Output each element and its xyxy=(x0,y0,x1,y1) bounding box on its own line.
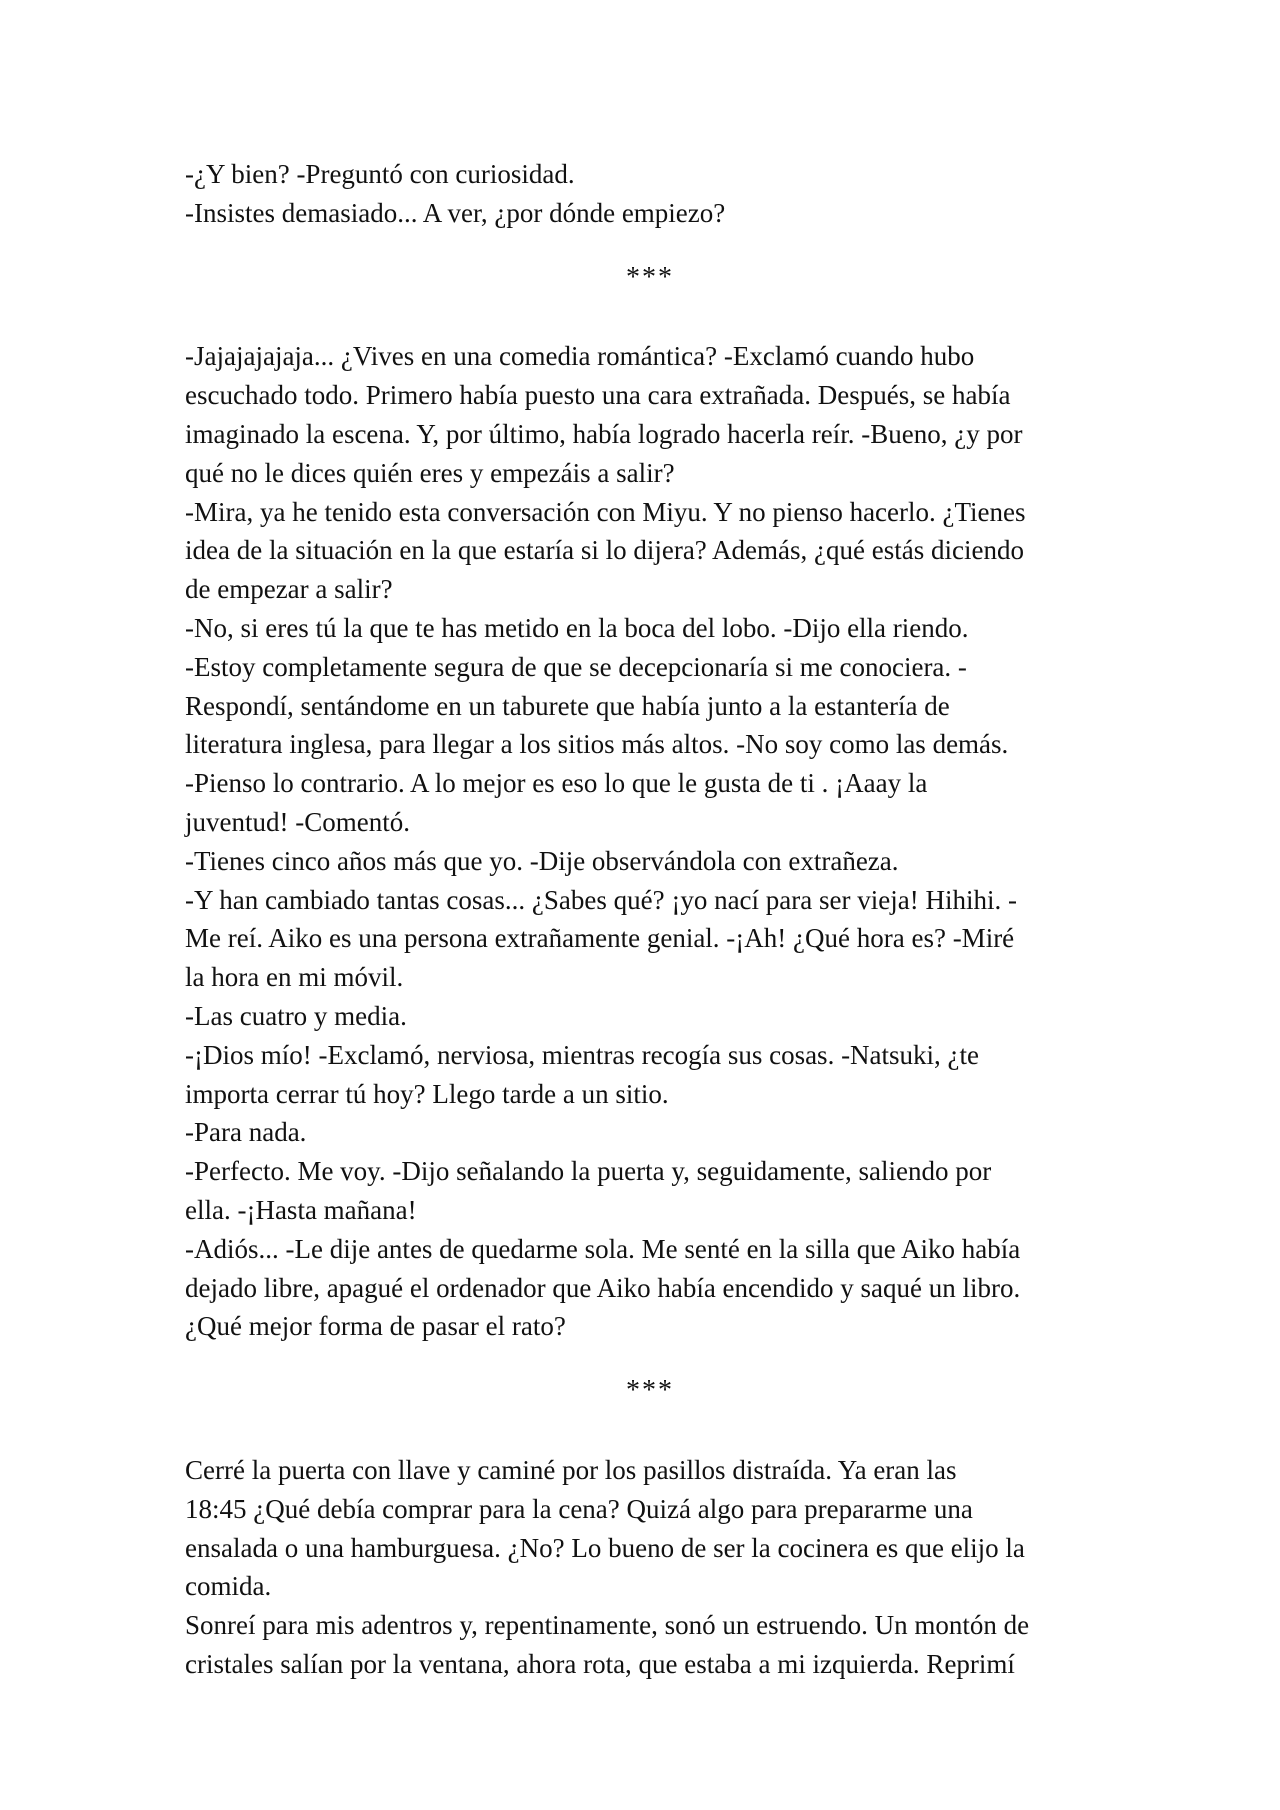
section-1 xyxy=(185,155,1105,233)
paragraph: -Jajajajajaja... ¿Vives en una comedia romántica? -Exclamó cuando hubo escuchado todo. Primero había puesto una cara extrañada. Después, se había imaginado la escena. Y, por último, había logrado hacerla reír. -Bueno, ¿y por qué no le dices quién eres y empezáis a salir? xyxy=(185,341,1023,488)
paragraph: -Para nada. xyxy=(185,1117,307,1148)
section-2 xyxy=(185,337,1105,1346)
paragraph: Cerré la puerta con llave y caminé por los pasillos distraída. Ya eran las 18:45 ¿Qué debía comprar para la cena? Quizá algo para prepararme una ensalada o una hamburguesa. ¿No? Lo bueno de ser la cocinera es que elijo la comida. xyxy=(185,1454,1025,1602)
section-3 xyxy=(185,1451,1105,1684)
paragraph: Sonreí para mis adentros y, repentinamente, sonó un estruendo. Un montón de cristales salían por la ventana, ahora rota, que estaba a mi izquierda. Reprimí xyxy=(185,1610,1030,1679)
document-page xyxy=(185,155,1105,1684)
paragraph: -No, si eres tú la que te has metido en la boca del lobo. -Dijo ella riendo. xyxy=(185,612,969,643)
paragraph: -Tienes cinco años más que yo. -Dije observándola con extrañeza. xyxy=(185,845,899,876)
paragraph: -¿Y bien? -Preguntó con curiosidad. xyxy=(185,159,575,189)
paragraph: -Adiós... -Le dije antes de quedarme sola. Me senté en la silla que Aiko había dejado libre, apagué el ordenador que Aiko había encendido y saqué un libro. ¿Qué mejor forma de pasar el rato? xyxy=(185,1233,1021,1342)
paragraph: -¡Dios mío! -Exclamó, nerviosa, mientras recogía sus cosas. -Natsuki, ¿te importa cerrar tú hoy? Llego tarde a un sitio. xyxy=(185,1039,980,1109)
section-separator: *** xyxy=(626,1375,674,1407)
paragraph: -Pienso lo contrario. A lo mejor es eso lo que le gusta de ti . ¡Aaay la juventud! -Comentó. xyxy=(185,768,928,837)
paragraph: -Y han cambiado tantas cosas... ¿Sabes qué? ¡yo nací para ser vieja! Hihihi. - Me reí. Aiko es una persona extrañamente genial. -¡Ah! ¿Qué hora es? -Miré la hora en mi móvil. xyxy=(185,884,1017,993)
paragraph: -Insistes demasiado... A ver, ¿por dónde empiezo? xyxy=(185,197,726,228)
paragraph: -Perfecto. Me voy. -Dijo señalando la puerta y, seguidamente, saliendo por ella. -¡Hasta mañana! xyxy=(185,1156,992,1225)
section-separator: *** xyxy=(626,261,674,293)
paragraph: -Mira, ya he tenido esta conversación con Miyu. Y no pienso hacerlo. ¿Tienes idea de la situación en la que estaría si lo dijera? Además, ¿qué estás diciendo de empezar a salir? xyxy=(185,496,1026,605)
paragraph: -Estoy completamente segura de que se decepcionaría si me conociera. - Respondí, sentándome en un taburete que había junto a la estantería de literatura inglesa, para llegar a los sitios más altos. -No soy como las demás. xyxy=(185,651,1009,760)
paragraph: -Las cuatro y media. xyxy=(185,1000,407,1031)
